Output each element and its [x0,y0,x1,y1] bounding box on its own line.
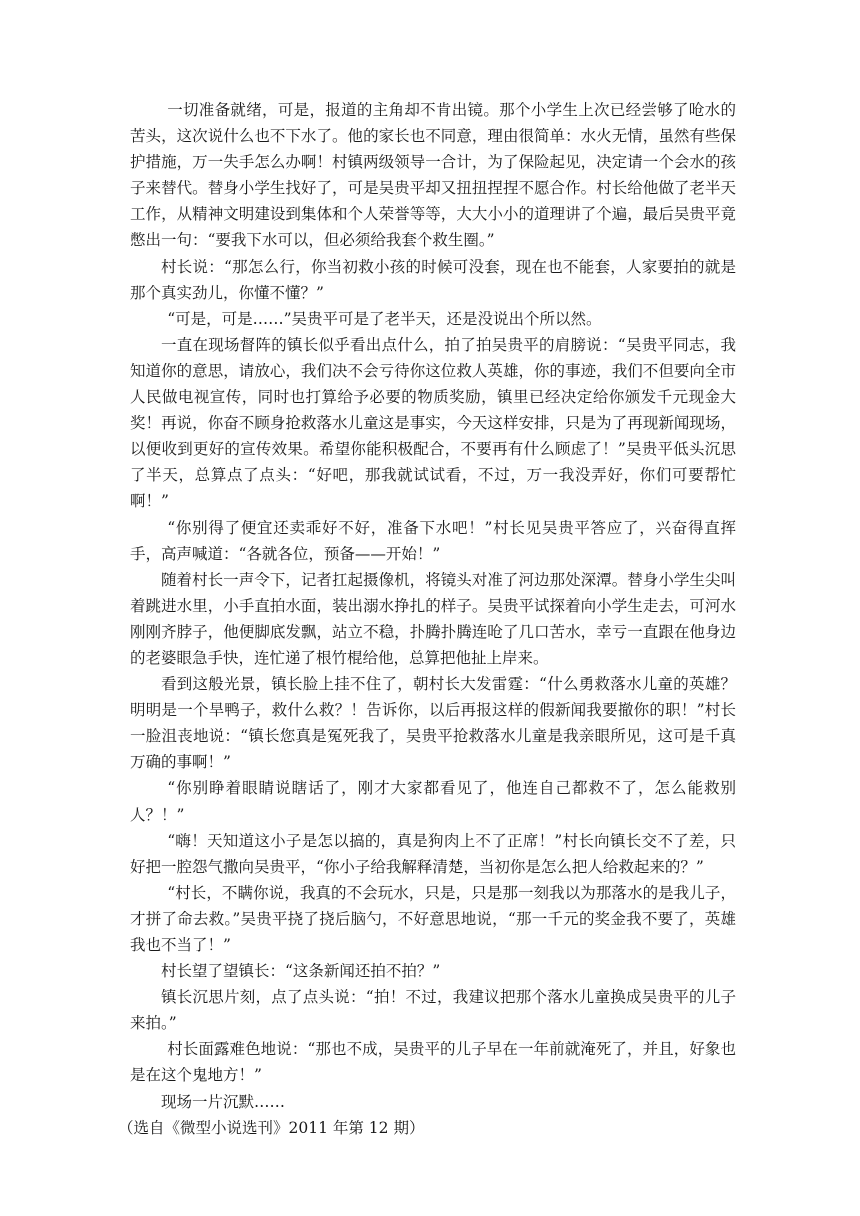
paragraph-11: 村长望了望镇长：“这条新闻还拍不拍？” [161,962,441,981]
paragraph-7: 看到这般光景，镇长脸上挂不住了，朝村长大发雷霆：“什么勇救落水儿童的英雄？明明是一个旱鸭子，救什么救？！告诉你，以后再报这样的假新闻我要撤你的职！”村长一脸沮丧地说：“镇长您真是冤死我了，吴贵平抢救落水儿童是我亲眼所见，这可是千真万确的事啊！” [130,675,736,772]
paragraph-14: 现场一片沉默…… [161,1092,286,1111]
paragraph-5: “你别得了便宜还卖乖好不好，准备下水吧！”村长见吴贵平答应了，兴奋得直挥手，高声喊道：“各就各位，预备——开始！” [130,518,736,563]
paragraph-12: 镇长沉思片刻，点了点头说：“拍！不过，我建议把那个落水儿童换成吴贵平的儿子来拍。” [130,988,736,1033]
paragraph-2: 村长说：“那怎么行，你当初救小孩的时候可没套，现在也不能套，人家要拍的就是那个真实劲儿，你懂不懂？” [130,257,736,302]
paragraph-4: 一直在现场督阵的镇长似乎看出点什么，拍了拍吴贵平的肩膀说：“吴贵平同志，我知道你的意思，请放心，我们决不会亏待你这位救人英雄，你的事迹，我们不但要向全市人民做电视宣传，同时也打算给予必要的物质奖励，镇里已经决定给你颁发千元现金大奖！再说，你奋不顾身抢救落水儿童这是事实，今天这样安排，只是为了再现新闻现场，以便收到更好的宣传效果。希望你能积极配合，不要再有什么顾虑了！”吴贵平低头沉思了半天，总算点了点头：“好吧，那我就试试看，不过，万一我没弄好，你们可要帮忙啊！” [130,335,736,511]
paragraph-3: “可是，可是……”吴贵平可是了老半天，还是没说出个所以然。 [167,309,602,328]
paragraph-1: 一切准备就绪，可是，报道的主角却不肯出镜。那个小学生上次已经尝够了呛水的苦头，这次说什么也不下水了。他的家长也不同意，理由很简单：水火无情，虽然有些保护措施，万一失手怎么办啊！村镇两级领导一合计，为了保险起见，决定请一个会水的孩子来替代。替身小学生找好了，可是吴贵平却又扭扭捏捏不愿合作。村长给他做了老半天工作，从精神文明建设到集体和个人荣誉等等，大大小小的道理讲了个遍，最后吴贵平竟憋出一句：“要我下水可以，但必须给我套个救生圈。” [130,101,736,250]
paragraph-8: “你别睁着眼睛说瞎话了，刚才大家都看见了，他连自己都救不了，怎么能救别人？！” [130,779,736,824]
article-body [118,97,736,1141]
source-citation: （选自《微型小说选刊》2011 年第 12 期） [118,1118,425,1137]
paragraph-10: “村长，不瞒你说，我真的不会玩水，只是，只是那一刻我以为那落水的是我儿子，才拼了命去救。”吴贵平挠了挠后脑勺，不好意思地说，“那一千元的奖金我不要了，英雄我也不当了！” [130,883,736,954]
paragraph-6: 随着村长一声令下，记者扛起摄像机，将镜头对准了河边那处深潭。替身小学生尖叫着跳进水里，小手直拍水面，装出溺水挣扎的样子。吴贵平试探着向小学生走去，可河水刚刚齐脖子，他便脚底发飘，站立不稳，扑腾扑腾连呛了几口苦水，幸亏一直跟在他身边的老婆眼急手快，连忙递了根竹棍给他，总算把他扯上岸来。 [130,570,736,667]
paragraph-9: “嗨！天知道这小子是怎以搞的，真是狗肉上不了正席！”村长向镇长交不了差，只好把一腔怨气撒向吴贵平，“你小子给我解释清楚，当初你是怎么把人给救起来的？” [130,831,736,876]
paragraph-13: 村长面露难色地说：“那也不成，吴贵平的儿子早在一年前就淹死了，并且，好象也是在这个鬼地方！” [130,1040,736,1085]
